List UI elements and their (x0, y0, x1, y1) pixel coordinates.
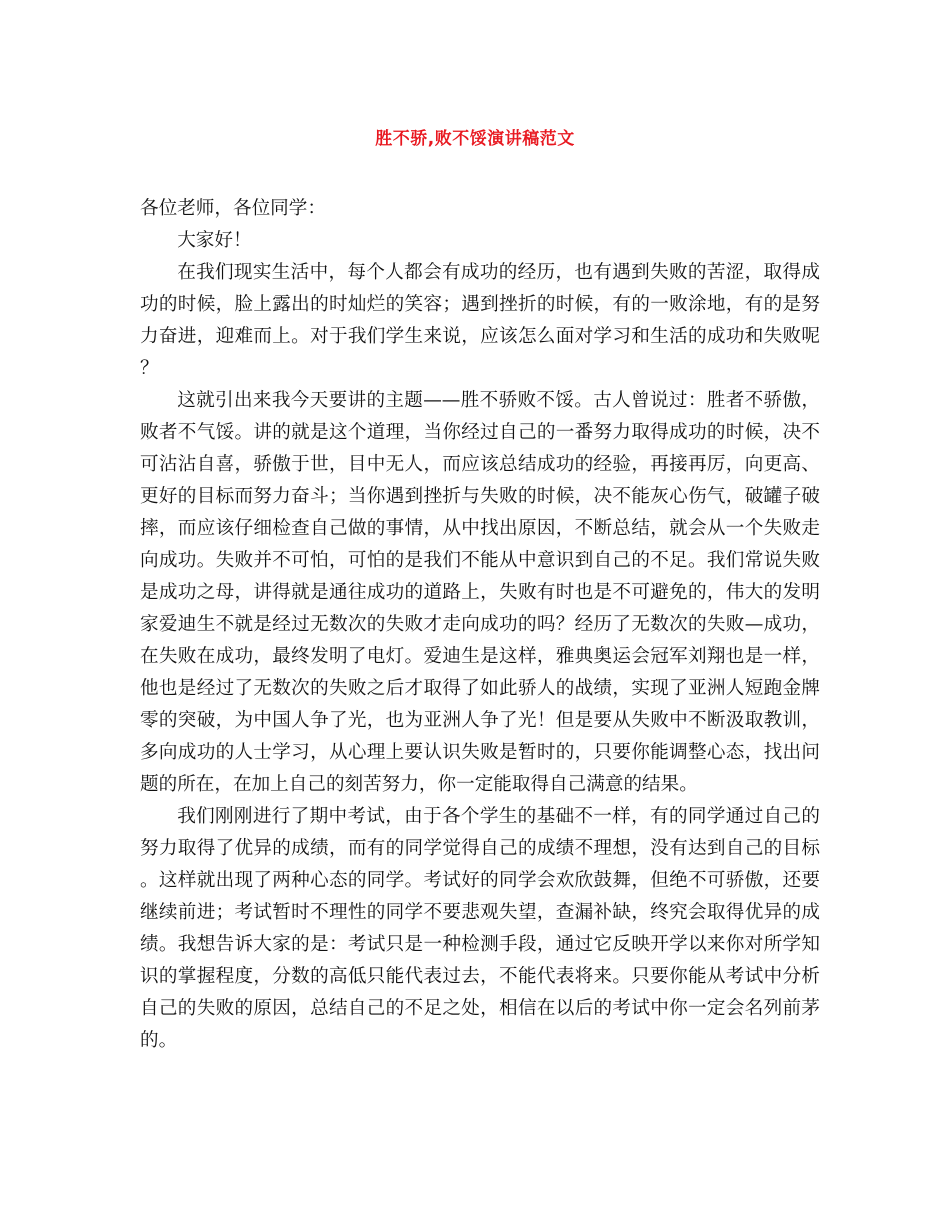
paragraph-exam: 我们刚刚进行了期中考试，由于各个学生的基础不一样，有的同学通过自己的努力取得了优异的成绩，而有的同学觉得自己的成绩不理想，没有达到自己的目标。这样就出现了两种心态的同学。考试好的同学会欢欣鼓舞，但绝不可骄傲，还要继续前进；考试暂时不理性的同学不要悲观失望，查漏补缺，终究会取得优异的成绩。我想告诉大家的是：考试只是一种检测手段，通过它反映开学以来你对所学知识的掌握程度，分数的高低只能代表过去，不能代表将来。只要你能从考试中分析自己的失败的原因，总结自己的不足之处，相信在以后的考试中你一定会名列前茅的。 (140, 806, 820, 1051)
document-title: 胜不骄,败不馁演讲稿范文 (375, 129, 575, 149)
salutation: 各位老师，各位同学： (140, 198, 326, 219)
paragraph-theme: 这就引出来我今天要讲的主题——胜不骄败不馁。古人曾说过：胜者不骄傲，败者不气馁。讲的就是这个道理，当你经过自己的一番努力取得成功的时候，决不可沾沾自喜，骄傲于世，目中无人，而应该总结成功的经验，再接再厉，向更高、更好的目标而努力奋斗；当你遇到挫折与失败的时候，决不能灰心伤气，破罐子破摔，而应该仔细检查自己做的事情，从中找出原因，不断总结，就会从一个失败走向成功。失败并不可怕，可怕的是我们不能从中意识到自己的不足。我们常说失败是成功之母，讲得就是通往成功的道路上，失败有时也是不可避免的，伟大的发明家爱迪生不就是经过无数次的失败才走向成功的吗？经历了无数次的失败—成功，在失败在成功，最终发明了电灯。爱迪生是这样，雅典奥运会冠军刘翔也是一样，他也是经过了无数次的失败之后才取得了如此骄人的战绩，实现了亚洲人短跑金牌零的突破，为中国人争了光，也为亚洲人争了光！但是要从失败中不断汲取教训，多向成功的人士学习，从心理上要认识失败是暂时的，只要你能调整心态，找出问题的所在，在加上自己的刻苦努力，你一定能取得自己满意的结果。 (140, 390, 820, 795)
document-body (140, 193, 820, 1057)
paragraph-greeting: 大家好！ (177, 230, 252, 251)
paragraph-intro: 在我们现实生活中，每个人都会有成功的经历，也有遇到失败的苦涩，取得成功的时候，脸上露出的时灿烂的笑容；遇到挫折的时候，有的一败涂地，有的是努力奋进，迎难而上。对于我们学生来说，应该怎么面对学习和生活的成功和失败呢？ (140, 262, 820, 379)
